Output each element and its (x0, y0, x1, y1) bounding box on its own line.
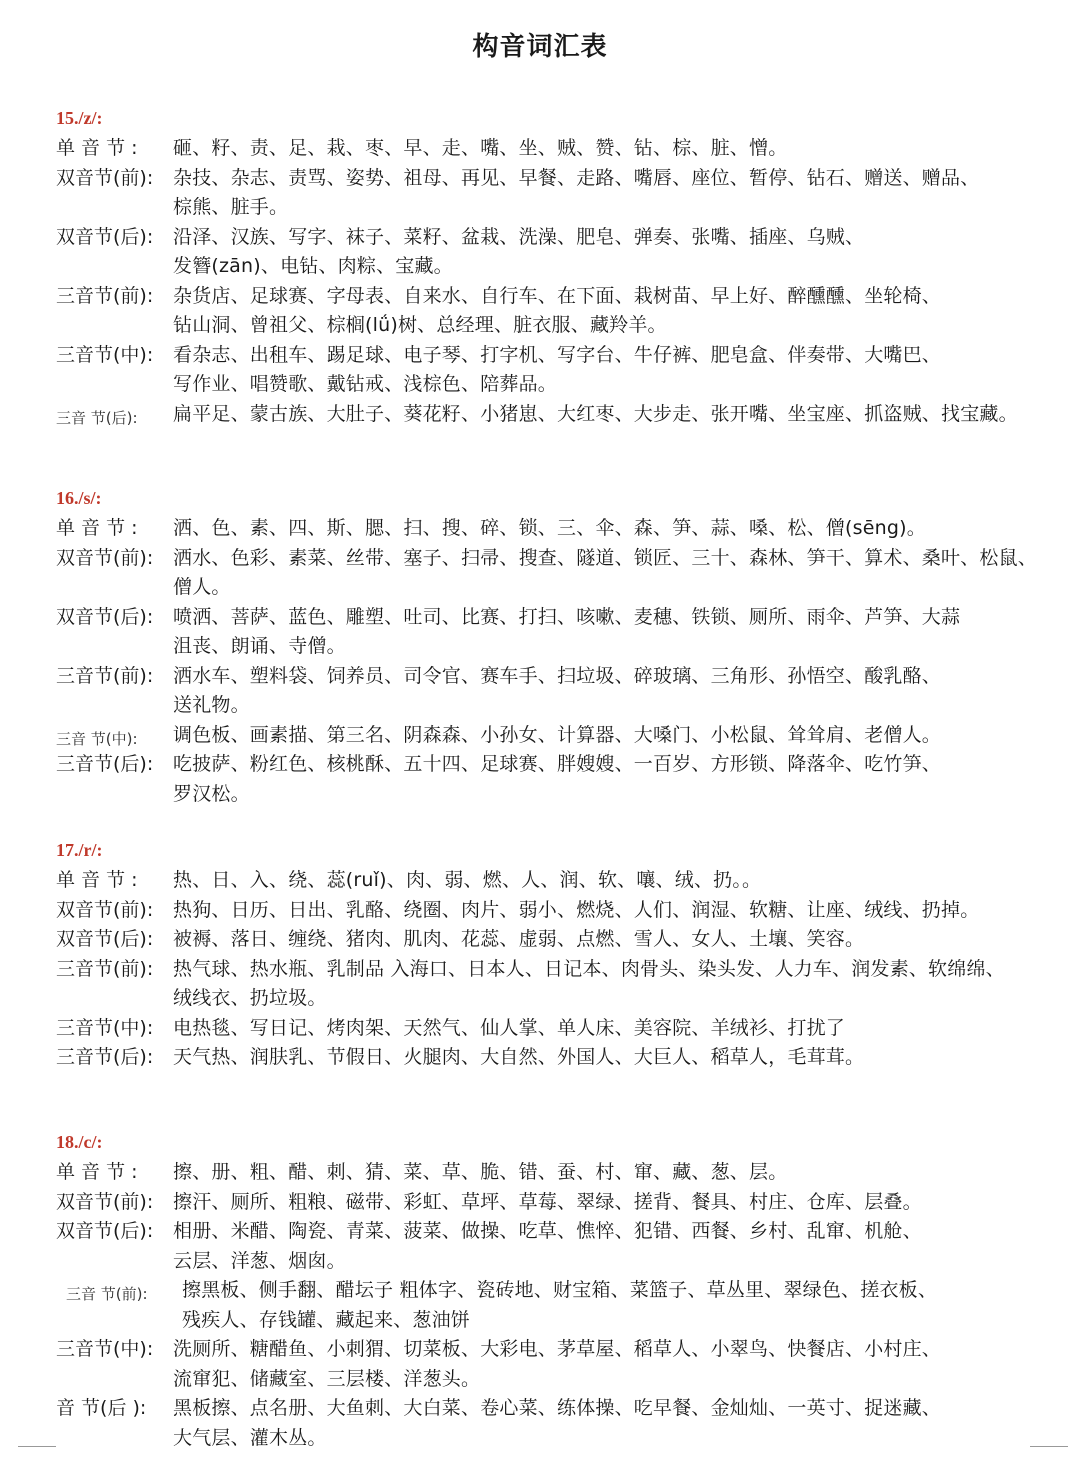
row-words (182, 1276, 1056, 1335)
row-words (173, 955, 1056, 1014)
row-words (173, 134, 1056, 164)
row-label: 双音节(前): (56, 546, 154, 569)
word-line: 黑板擦、点名册、大鱼刺、大白菜、卷心菜、练体操、吃早餐、金灿灿、一英寸、捉迷藏、 (173, 1397, 942, 1419)
row-words (173, 400, 1056, 430)
row-label: 单 音 节 : (56, 1161, 138, 1183)
page-corner-mark-right (1030, 1446, 1068, 1447)
word-line: 擦、册、粗、醋、刺、猜、菜、草、脆、错、蚕、村、窜、藏、葱、层。 (173, 1161, 788, 1183)
vocab-row (56, 514, 1056, 544)
vocab-row (56, 1335, 1056, 1394)
section-heading: 16./s/: (56, 488, 102, 508)
row-words (173, 925, 1056, 955)
word-line: 热气球、热水瓶、乳制品 入海口、日本人、日记本、肉骨头、染头发、人力车、润发素、软绵绵、 (173, 957, 1005, 980)
vocab-row (56, 662, 1056, 721)
row-label: 三音节(后): (56, 753, 154, 775)
row-label: 三音 节(中): (56, 729, 138, 748)
vocab-row (56, 1188, 1056, 1218)
word-line: 洒水、色彩、素菜、丝带、塞子、扫帚、搜查、隧道、锁匠、三十、森林、笋干、算术、桑叶、松鼠、 (173, 546, 1038, 569)
row-words (173, 721, 1056, 751)
word-line: 罗汉松。 (173, 782, 250, 805)
vocab-row (56, 896, 1056, 926)
row-words (173, 603, 1056, 662)
word-line: 天气热、润肤乳、节假日、火腿肉、大自然、外国人、大巨人、稻草人，毛茸茸。 (173, 1046, 865, 1068)
word-line: 杂技、杂志、责骂、姿势、祖母、再见、早餐、走路、嘴唇、座位、暂停、钻石、赠送、赠品、 (173, 166, 980, 189)
word-line: 发簪(zān)、电钻、肉粽、宝藏。 (173, 255, 453, 277)
vocab-row (56, 866, 1056, 896)
vocab-row (56, 925, 1056, 955)
word-line: 绒线衣、扔垃圾。 (173, 987, 327, 1009)
word-line: 沮丧、朗诵、寺僧。 (173, 635, 346, 657)
vocab-row (56, 223, 1056, 282)
word-line: 流窜犯、储藏室、三层楼、洋葱头。 (173, 1367, 481, 1390)
word-line: 砸、籽、责、足、栽、枣、早、走、嘴、坐、贼、赞、钻、棕、脏、憎。 (173, 137, 788, 159)
row-label: 双音节(前): (56, 166, 154, 189)
row-words (173, 662, 1056, 721)
vocab-row (56, 400, 1056, 430)
row-label: 三音节(后): (56, 1046, 154, 1068)
row-label: 三音节(前): (56, 957, 154, 980)
word-line: 扁平足、蒙古族、大肚子、葵花籽、小猪崽、大红枣、大步走、张开嘴、坐宝座、抓盗贼、找宝藏。 (173, 402, 1018, 425)
vocab-row (56, 1217, 1056, 1276)
word-line: 残疾人、存钱罐、藏起来、葱油饼 (182, 1308, 471, 1331)
word-line: 洒、色、素、四、斯、腮、扫、搜、碎、锁、三、伞、森、笋、蒜、嗓、松、僧(sēng)。 (173, 517, 926, 539)
row-words (173, 750, 1056, 809)
word-line: 擦黑板、侧手翻、醋坛子 粗体字、瓷砖地、财宝箱、菜篮子、草丛里、翠绿色、搓衣板、 (182, 1279, 938, 1301)
vocab-row (56, 955, 1056, 1014)
word-line: 洗厕所、糖醋鱼、小刺猬、切菜板、大彩电、茅草屋、稻草人、小翠鸟、快餐店、小村庄、 (173, 1338, 942, 1360)
vocab-row (56, 282, 1056, 341)
row-label: 双音节(后): (56, 225, 154, 248)
word-line: 调色板、画素描、第三名、阴森森、小孙女、计算器、大嗓门、小松鼠、耸耸肩、老僧人。 (173, 723, 942, 746)
row-label: 音 节(后 ): (56, 1397, 147, 1419)
vocab-row (56, 1394, 1056, 1453)
word-line: 吃披萨、粉红色、核桃酥、五十四、足球赛、胖嫂嫂、一百岁、方形锁、降落伞、吃竹笋、 (173, 753, 942, 775)
word-line: 送礼物。 (173, 694, 250, 716)
row-words (173, 223, 1056, 282)
row-label: 三音 节(前): (66, 1285, 148, 1303)
word-line: 写作业、唱赞歌、戴钻戒、浅棕色、陪葬品。 (173, 373, 558, 395)
word-line: 云层、洋葱、烟囱。 (173, 1249, 346, 1272)
vocab-row (56, 721, 1056, 751)
row-words (173, 1217, 1056, 1276)
word-line: 相册、米醋、陶瓷、青菜、菠菜、做操、吃草、憔悴、犯错、西餐、乡村、乱窜、机舱、 (173, 1220, 922, 1242)
page-corner-mark-left (18, 1446, 56, 1447)
row-words (173, 341, 1056, 400)
row-label: 双音节(后): (56, 1220, 154, 1242)
row-label: 三音节(前): (56, 664, 154, 687)
word-line: 热、日、入、绕、蕊(ruǐ)、肉、弱、燃、人、润、软、嚷、绒、扔。。 (173, 869, 762, 891)
word-line: 热狗、日历、日出、乳酪、绕圈、肉片、弱小、燃烧、人们、润湿、软糖、让座、绒线、扔掉。 (173, 898, 980, 921)
vocab-row (56, 1014, 1056, 1044)
vocab-row (56, 544, 1056, 603)
row-words (173, 1158, 1056, 1188)
row-label: 三音 节(后): (56, 408, 138, 427)
section (56, 484, 1056, 809)
vocab-row (56, 164, 1056, 223)
row-words (173, 896, 1056, 926)
row-words (173, 1014, 1056, 1044)
row-label: 单 音 节 : (56, 137, 138, 159)
word-line: 电热毯、写日记、烤肉架、天然气、仙人掌、单人床、美容院、羊绒衫、打扰了 (173, 1016, 846, 1039)
word-line: 大气层、灌木丛。 (173, 1426, 327, 1449)
row-words (173, 164, 1056, 223)
word-line: 棕熊、脏手。 (173, 196, 289, 218)
vocab-row (56, 134, 1056, 164)
word-line: 看杂志、出租车、踢足球、电子琴、打字机、写字台、牛仔裤、肥皂盒、伴奏带、大嘴巴、 (173, 343, 942, 366)
word-line: 喷洒、菩萨、蓝色、雕塑、吐司、比赛、打扫、咳嗽、麦穗、铁锁、厕所、雨伞、芦笋、大蒜 (173, 605, 961, 628)
word-line: 僧人。 (173, 576, 231, 598)
row-words (173, 514, 1056, 544)
vocab-row (56, 603, 1056, 662)
row-label: 双音节(后): (56, 605, 154, 628)
word-line: 被褥、落日、缠绕、猪肉、肌肉、花蕊、虚弱、点燃、雪人、女人、土壤、笑容。 (173, 928, 865, 950)
section-heading: 18./c/: (56, 1132, 103, 1152)
word-line: 擦汗、厕所、粗粮、磁带、彩虹、草坪、草莓、翠绿、搓背、餐具、村庄、仓库、层叠。 (173, 1190, 922, 1213)
row-words (173, 544, 1056, 603)
word-line: 洒水车、塑料袋、饲养员、司令官、赛车手、扫垃圾、碎玻璃、三角形、孙悟空、酸乳酪、 (173, 664, 942, 687)
vocab-row (56, 1158, 1056, 1188)
row-label: 三音节(中): (56, 1338, 154, 1360)
section (56, 836, 1056, 1073)
row-label: 三音节(中): (56, 1016, 154, 1039)
row-label: 双音节(后): (56, 928, 154, 950)
word-line: 沿泽、汉族、写字、袜子、菜籽、盆栽、洗澡、肥皂、弹奏、张嘴、插座、乌贼、 (173, 225, 865, 248)
row-label: 单 音 节 : (56, 517, 138, 539)
vocab-row (56, 1276, 1056, 1335)
row-words (173, 1043, 1056, 1073)
row-label: 双音节(前): (56, 1190, 154, 1213)
word-line: 杂货店、足球赛、字母表、自来水、自行车、在下面、栽树苗、早上好、醉醺醺、坐轮椅、 (173, 284, 942, 307)
row-words (173, 1188, 1056, 1218)
row-label: 三音节(前): (56, 284, 154, 307)
row-words (173, 866, 1056, 896)
section (56, 1128, 1056, 1453)
vocab-row (56, 750, 1056, 809)
section-heading: 17./r/: (56, 840, 103, 860)
row-label: 双音节(前): (56, 898, 154, 921)
row-label: 单 音 节 : (56, 869, 138, 891)
row-words (173, 282, 1056, 341)
section (56, 104, 1056, 429)
row-label: 三音节(中): (56, 343, 154, 366)
vocab-row (56, 1043, 1056, 1073)
section-heading: 15./z/: (56, 108, 103, 128)
document-title: 构音词汇表 (472, 32, 608, 62)
row-words (173, 1394, 1056, 1453)
row-words (173, 1335, 1056, 1394)
word-line: 钻山洞、曾祖父、棕榈(lǘ)树、总经理、脏衣服、藏羚羊。 (173, 314, 667, 336)
vocab-row (56, 341, 1056, 400)
